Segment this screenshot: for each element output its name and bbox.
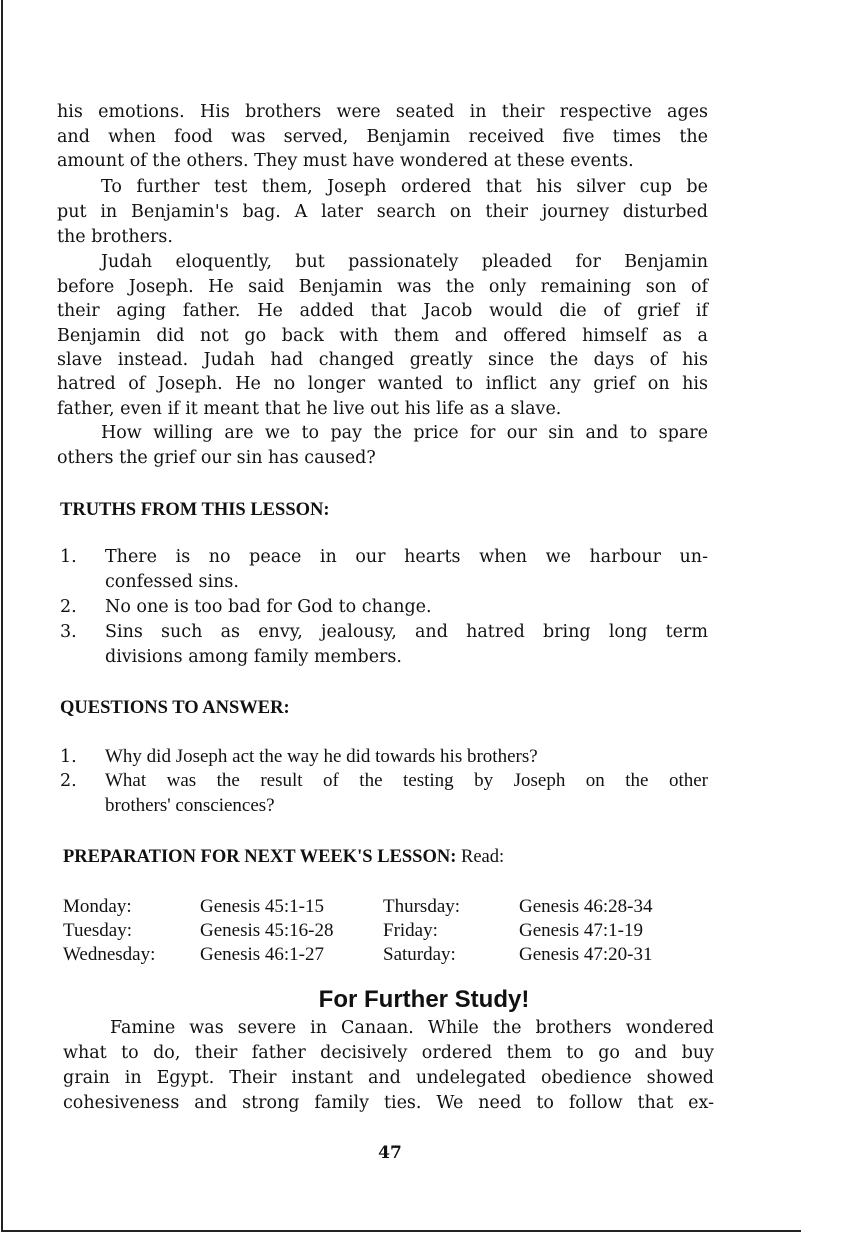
further-study-title: For Further Study!: [318, 986, 530, 1013]
text-line: his emotions. His brothers were seated in their respective ages: [57, 102, 708, 122]
day: Tuesday:: [63, 920, 132, 941]
text-line: and when food was served, Benjamin received five times the: [57, 127, 708, 147]
day: Monday:: [63, 896, 132, 917]
text-line: Benjamin did not go back with them and offered himself as a: [57, 326, 708, 346]
passage: Genesis 47:1-19: [519, 920, 644, 941]
questions-heading: QUESTIONS TO ANSWER:: [60, 698, 290, 718]
scan-border-bottom: [1, 1230, 801, 1232]
passage: Genesis 47:20-31: [519, 944, 653, 965]
text-line: slave instead. Judah had changed greatly since the days of his: [57, 350, 708, 370]
passage: Genesis 45:1-15: [200, 896, 325, 917]
text-line: Famine was severe in Canaan. While the brothers wondered: [110, 1018, 714, 1038]
text-line: father, even if it meant that he live out his life as a slave.: [57, 399, 562, 419]
text-line: what to do, their father decisively ordered them to go and buy: [63, 1043, 714, 1063]
list-number: 1.: [60, 547, 77, 567]
truths-heading: TRUTHS FROM THIS LESSON:: [60, 500, 330, 520]
list-number: 2.: [60, 597, 77, 617]
list-number: 3.: [60, 622, 77, 642]
list-item: brothers' consciences?: [105, 795, 275, 816]
day: Wednesday:: [63, 944, 156, 965]
passage: Genesis 45:16-28: [200, 920, 334, 941]
day: Thursday:: [383, 896, 461, 917]
passage: Genesis 46:1-27: [200, 944, 325, 965]
list-item: There is no peace in our hearts when we harbour un-: [105, 547, 708, 567]
read-label: Read:: [461, 847, 505, 867]
text-line: their aging father. He added that Jacob would die of grief if: [57, 301, 708, 321]
scan-border-left: [1, 0, 3, 1232]
text-line: cohesiveness and strong family ties. We need to follow that ex-: [63, 1093, 714, 1113]
text-line: hatred of Joseph. He no longer wanted to inflict any grief on his: [57, 374, 708, 394]
text-line: How willing are we to pay the price for our sin and to spare: [101, 423, 708, 443]
list-item: Why did Joseph act the way he did towards his brothers?: [105, 746, 538, 767]
text-line: grain in Egypt. Their instant and undelegated obedience showed: [63, 1068, 714, 1088]
text-line: others the grief our sin has caused?: [57, 448, 376, 468]
text-line: before Joseph. He said Benjamin was the only remaining son of: [57, 277, 708, 297]
list-item: What was the result of the testing by Joseph on the other: [105, 770, 708, 791]
list-number: 1.: [60, 747, 77, 767]
day: Friday:: [383, 920, 438, 941]
text-line: amount of the others. They must have wondered at these events.: [57, 151, 634, 171]
list-item: Sins such as envy, jealousy, and hatred bring long term: [105, 622, 708, 642]
list-item: No one is too bad for God to change.: [105, 597, 432, 617]
day: Saturday:: [383, 944, 456, 965]
text-line: Judah eloquently, but passionately pleaded for Benjamin: [101, 252, 708, 272]
text-line: put in Benjamin's bag. A later search on their journey disturbed: [57, 202, 708, 222]
text-line: the brothers.: [57, 227, 173, 247]
list-item: confessed sins.: [105, 572, 239, 592]
list-item: divisions among family members.: [105, 647, 402, 667]
preparation-heading: [63, 845, 504, 869]
list-number: 2.: [60, 771, 77, 791]
text-line: To further test them, Joseph ordered that his silver cup be: [101, 177, 708, 197]
preparation-title: PREPARATION FOR NEXT WEEK'S LESSON:: [63, 847, 457, 867]
page-number: 47: [378, 1143, 402, 1163]
passage: Genesis 46:28-34: [519, 896, 653, 917]
